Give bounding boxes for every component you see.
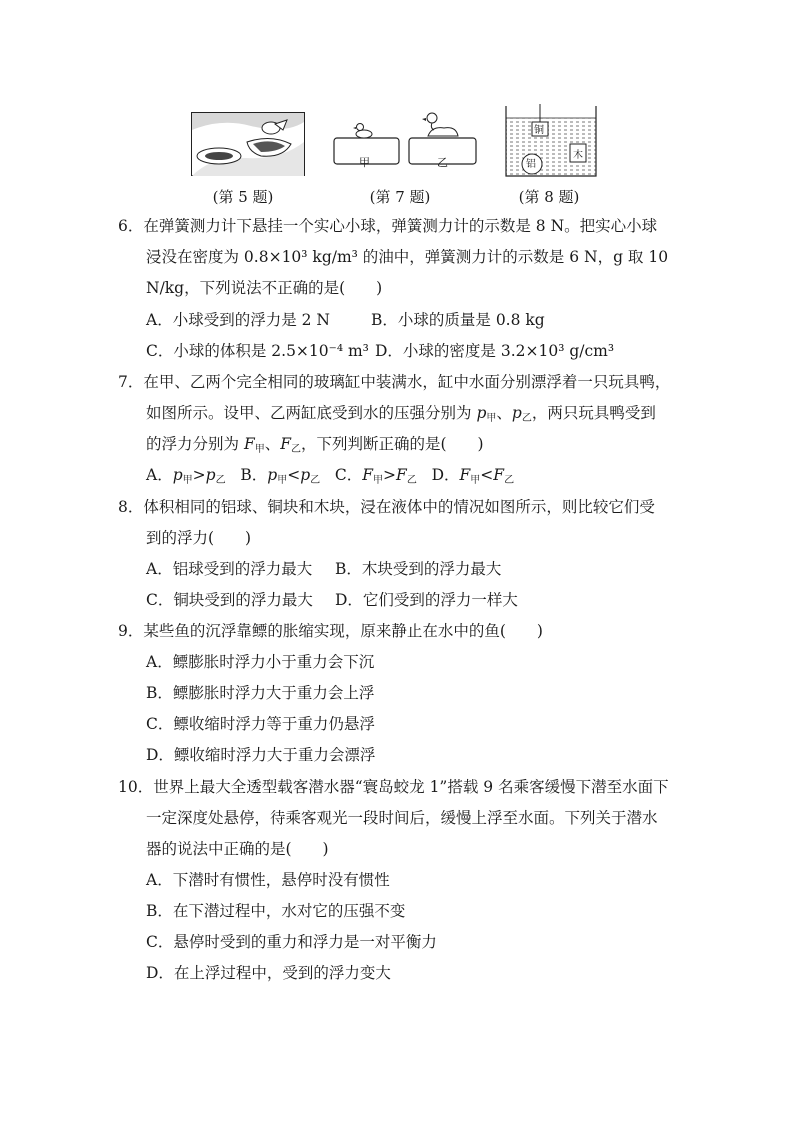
gt-sign: >	[383, 466, 397, 484]
q9-line-1: 9．某些鱼的沉浮靠鳔的胀缩实现，原来静止在水中的鱼( )	[118, 622, 543, 640]
lt-sign: <	[287, 466, 301, 484]
q9-option-d: D．鳔收缩时浮力大于重力会漂浮	[146, 746, 376, 764]
sub-yi: 乙	[406, 475, 417, 486]
figure-5-caption: (第 5 题)	[212, 188, 274, 206]
q6-line-3: N/kg，下列说法不正确的是( )	[146, 279, 383, 297]
figure-5-illustration	[191, 112, 305, 176]
f-symbol: F	[493, 466, 505, 484]
figure-5	[191, 112, 305, 176]
figure-8	[504, 104, 598, 178]
q7-line-2-text-b: ，两只玩具鸭受到	[531, 404, 656, 422]
q9-option-b: B．鳔膨胀时浮力大于重力会上浮	[146, 684, 375, 702]
q7-option-a	[146, 466, 226, 484]
figure-8-illustration	[504, 104, 598, 178]
q6-option-c: C．小球的体积是 2.5×10⁻⁴ m³	[146, 342, 369, 360]
separator: 、	[496, 404, 512, 422]
figure-7-label-b: 乙	[437, 156, 448, 169]
q10-line-3: 器的说法中正确的是( )	[146, 840, 329, 858]
f-jia-symbol: F	[243, 435, 255, 453]
q7-options	[146, 460, 514, 493]
sub-jia: 甲	[373, 475, 384, 486]
q7-line-3	[146, 429, 484, 462]
option-label: A．	[146, 466, 173, 484]
q8-option-b: B．木块受到的浮力最大	[335, 560, 502, 578]
q7-line-3-text-b: ，下列判断正确的是( )	[300, 435, 484, 453]
q9-option-c: C．鳔收缩时浮力等于重力仍悬浮	[146, 715, 375, 733]
figure-7-caption: (第 7 题)	[369, 188, 431, 206]
q9-option-a: A．鳔膨胀时浮力小于重力会下沉	[146, 653, 375, 671]
p-jia-symbol: p	[476, 404, 487, 422]
sub-yi: 乙	[290, 444, 301, 455]
p-symbol: p	[205, 466, 216, 484]
sub-jia: 甲	[486, 413, 497, 424]
toy-duck-small-icon	[353, 124, 372, 139]
toy-duck-large-icon	[422, 113, 458, 136]
gt-sign: >	[192, 466, 206, 484]
q7-line-2	[146, 398, 656, 431]
figure-8-label-wood: 木	[573, 150, 583, 161]
p-symbol: p	[172, 466, 183, 484]
q7-line-1: 7．在甲、乙两个完全相同的玻璃缸中装满水，缸中水面分别漂浮着一只玩具鸭，	[118, 373, 671, 391]
figures-row	[0, 104, 794, 214]
figure-8-label-aluminum: 铝	[526, 159, 536, 170]
figure-8-caption: (第 8 题)	[518, 188, 580, 206]
q6-line-1: 6．在弹簧测力计下悬挂一个实心小球，弹簧测力计的示数是 8 N。把实心小球	[118, 217, 658, 235]
separator: 、	[264, 435, 281, 453]
q6-option-d: D．小球的密度是 3.2×10³ g/cm³	[375, 342, 615, 360]
f-symbol: F	[396, 466, 407, 484]
sub-yi: 乙	[504, 475, 515, 486]
f-yi-symbol: F	[280, 435, 291, 453]
q7-option-d	[432, 466, 514, 484]
lt-sign: <	[480, 466, 494, 484]
q8-line-2: 到的浮力( )	[146, 529, 252, 547]
figure-8-label-copper: 铜	[534, 125, 544, 136]
sub-yi: 乙	[310, 475, 321, 486]
q10-line-2: 一定深度处悬停，待乘客观光一段时间后，缓慢上浮至水面。下列关于潜水	[146, 809, 658, 827]
sub-yi: 乙	[215, 475, 226, 486]
q6-option-b: B．小球的质量是 0.8 kg	[371, 311, 545, 329]
p-symbol: p	[300, 466, 311, 484]
q8-option-a: A．铝球受到的浮力最大	[146, 560, 313, 578]
option-label: D．	[431, 466, 460, 484]
q6-option-a: A．小球受到的浮力是 2 N	[146, 311, 330, 329]
figure-7-illustration	[332, 108, 478, 178]
sub-jia: 甲	[470, 475, 481, 486]
q7-option-c	[335, 466, 417, 484]
q8-option-c: C．铜块受到的浮力最大	[146, 591, 313, 609]
q10-option-a: A．下潜时有惯性，悬停时没有惯性	[146, 871, 390, 889]
q10-option-c: C．悬停时受到的重力和浮力是一对平衡力	[146, 933, 437, 951]
f-symbol: F	[459, 466, 471, 484]
figure-7	[332, 108, 478, 178]
sub-jia: 甲	[277, 475, 288, 486]
q7-option-b	[240, 466, 320, 484]
q10-option-b: B．在下潜过程中，水对它的压强不变	[146, 902, 406, 920]
figure-7-label-a: 甲	[359, 156, 370, 169]
q7-line-3-text-a: 的浮力分别为	[146, 435, 244, 453]
f-symbol: F	[362, 466, 374, 484]
q10-option-d: D．在上浮过程中，受到的浮力变大	[146, 964, 391, 982]
sub-yi: 乙	[521, 413, 532, 424]
option-label: B．	[240, 466, 268, 484]
sub-jia: 甲	[182, 475, 193, 486]
q8-option-d: D．它们受到的浮力一样大	[335, 591, 518, 609]
q8-line-1: 8．体积相同的铝球、铜块和木块，浸在液体中的情况如图所示，则比较它们受	[118, 498, 655, 516]
q10-line-1: 10．世界上最大全透型载客潜水器“寰岛蛟龙 1”搭载 9 名乘客缓慢下潜至水面下	[118, 778, 669, 796]
p-yi-symbol: p	[511, 404, 522, 422]
p-symbol: p	[267, 466, 278, 484]
sub-jia: 甲	[254, 444, 265, 455]
q6-line-2: 浸没在密度为 0.8×10³ kg/m³ 的油中，弹簧测力计的示数是 6 N，g 取 10	[146, 248, 669, 266]
option-label: C．	[334, 466, 363, 484]
q7-line-2-text-a: 如图所示。设甲、乙两缸底受到水的压强分别为	[146, 404, 477, 422]
